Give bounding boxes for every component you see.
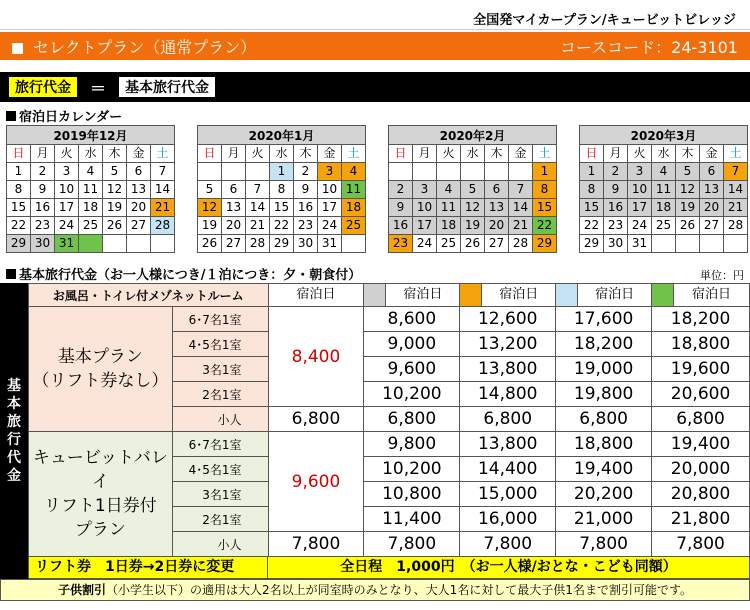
stay-date-header: 宿泊日 [268,284,364,307]
calendar-day: 12 [461,199,485,217]
price-cell: 21,000 [556,507,652,532]
price-cell: 19,000 [556,357,652,382]
price-table [28,283,750,557]
calendar-month [197,125,366,253]
base-price: 8,400 [268,307,364,407]
calendar-day: 20 [127,199,151,217]
calendar-day: 17 [55,199,79,217]
calendar-day: 12 [103,181,127,199]
calendar-day: 19 [103,199,127,217]
square-icon [6,111,16,121]
weekday-label: 木 [103,145,127,163]
calendar-day: 14 [246,199,270,217]
calendar-day: 9 [294,181,318,199]
calendar-day: 17 [318,199,342,217]
calendar-day: 11 [437,199,461,217]
sidebar-text: 基 本 旅 行 代 金 [7,378,21,484]
calendar-month [388,125,557,253]
calendar-month-title: 2019年12月 [7,126,175,145]
color-swatch [652,284,674,306]
weekday-label: 日 [580,145,604,163]
price-cell: 13,800 [460,432,556,457]
calendar-day: 2 [604,163,628,181]
calendar-day: 26 [461,235,485,253]
stay-date-header: 宿泊日 [364,284,460,307]
price-cell: 7,800 [364,532,460,557]
calendar-day: 27 [700,217,724,235]
calendar-day: 30 [294,235,318,253]
calendar-day: 9 [604,181,628,199]
calendar-month-title: 2020年1月 [198,126,366,145]
weekday-label: 木 [676,145,700,163]
calendar-month [579,125,748,253]
calendar-day: 8 [270,181,294,199]
calendar-day: 15 [7,199,31,217]
price-cell: 20,600 [652,382,750,407]
weekday-label: 日 [198,145,222,163]
calendar-day: 26 [103,217,127,235]
calendar-day: 25 [437,235,461,253]
calendar-day: 5 [676,163,700,181]
calendar-day: 22 [580,217,604,235]
calendar-day [509,163,533,181]
calendar-day [652,235,676,253]
price-section-title: 基本旅行代金（お一人様につき/１泊につき：夕・朝食付） [6,264,361,283]
price-cell: 16,000 [460,507,556,532]
calendar-day: 24 [413,235,437,253]
calendar-day: 16 [389,217,413,235]
weekday-label: 月 [31,145,55,163]
price-cell: 19,400 [556,457,652,482]
calendar-day [413,163,437,181]
weekday-label: 土 [724,145,748,163]
calendar-day: 27 [127,217,151,235]
price-cell: 13,200 [460,332,556,357]
calendar-day [485,163,509,181]
calendar-day: 24 [628,217,652,235]
calendar-day: 28 [151,217,175,235]
stay-date-header: 宿泊日 [652,284,750,307]
calendar-day: 29 [580,235,604,253]
calendar-day: 16 [31,199,55,217]
calendar-day [461,163,485,181]
lift-upgrade-label: リフト券 1日券→2日券に変更 [28,556,268,579]
calendar-month-title: 2020年2月 [389,126,557,145]
price-cell: 14,800 [460,382,556,407]
price-sidebar [0,283,28,579]
square-icon [12,43,23,54]
calendar-day [222,163,246,181]
calendar-day: 30 [31,235,55,253]
room-type-label: 小人 [172,407,268,432]
room-type-label: 6･7名1室 [172,307,268,332]
price-cell: 19,400 [652,432,750,457]
calendar-day: 7 [246,181,270,199]
price-cell: 6,800 [556,407,652,432]
plan-name: キュービットバレイ リフト1日券付 プラン [29,432,173,557]
weekday-label: 金 [127,145,151,163]
calendar-day: 11 [79,181,103,199]
lift-upgrade-row [28,556,750,579]
calendar-day [676,235,700,253]
lift-upgrade-price: 全日程 1,000円 （お一人様/おとな・こども同額） [268,556,750,579]
calendar-day: 7 [151,163,175,181]
color-swatch [364,284,386,306]
calendar-day: 18 [79,199,103,217]
price-cell: 6,800 [652,407,750,432]
calendar-day: 4 [437,181,461,199]
calendar-day: 6 [700,163,724,181]
price-cell: 10,200 [364,382,460,407]
weekday-label: 水 [652,145,676,163]
formula-bar [0,72,750,102]
price-cell: 18,200 [652,307,750,332]
calendar-day: 10 [55,181,79,199]
calendar-day: 6 [222,181,246,199]
calendar-day [79,235,103,253]
calendar-day: 2 [389,181,413,199]
price-cell: 18,200 [556,332,652,357]
price-cell: 17,600 [556,307,652,332]
calendar-day: 18 [342,199,366,217]
calendar-day: 29 [533,235,557,253]
room-header: お風呂・トイレ付メゾネットルーム [29,284,269,307]
calendar-day: 19 [198,217,222,235]
stay-date-header: 宿泊日 [556,284,652,307]
child-base-price: 7,800 [268,532,364,557]
calendar-day: 10 [628,181,652,199]
calendar-day: 27 [222,235,246,253]
price-cell: 11,400 [364,507,460,532]
calendar-day [103,235,127,253]
child-base-price: 6,800 [268,407,364,432]
calendar-day: 4 [342,163,366,181]
stay-date-header: 宿泊日 [460,284,556,307]
price-cell: 15,000 [460,482,556,507]
weekday-label: 火 [246,145,270,163]
calendar-day: 19 [461,217,485,235]
price-cell: 7,800 [556,532,652,557]
price-cell: 18,800 [652,332,750,357]
calendar-day: 21 [724,199,748,217]
weekday-label: 木 [294,145,318,163]
calendar-day: 4 [652,163,676,181]
calendar-day: 6 [127,163,151,181]
calendar-day: 1 [7,163,31,181]
plan-title: セレクトプラン（通常プラン） [12,35,256,58]
calendar-day: 21 [151,199,175,217]
calendar-day: 28 [724,217,748,235]
calendar-day: 2 [294,163,318,181]
calendar-day: 18 [437,217,461,235]
calendar-day: 15 [533,199,557,217]
calendar-day: 30 [604,235,628,253]
calendar-month-title: 2020年3月 [580,126,748,145]
child-discount-body: （小学生以下）の適用は大人2名以上が同室時のみとなり、大人1名に対して最大子供1名まで割引可能です。 [106,583,692,597]
calendar-day: 23 [389,235,413,253]
calendar-day: 6 [485,181,509,199]
brand-header: 全国発マイカープラン/キュービットビレッジ [0,0,750,30]
room-type-label: 小人 [172,532,268,557]
calendar-day: 31 [628,235,652,253]
calendar-day: 7 [509,181,533,199]
room-type-label: 4･5名1室 [172,457,268,482]
calendar-day: 13 [222,199,246,217]
weekday-label: 日 [389,145,413,163]
calendar-day: 14 [151,181,175,199]
calendar-day: 25 [342,217,366,235]
calendar-day: 24 [318,217,342,235]
price-cell: 7,800 [460,532,556,557]
calendar-day: 5 [103,163,127,181]
calendar-day: 8 [7,181,31,199]
calendar-day: 23 [604,217,628,235]
weekday-label: 水 [79,145,103,163]
price-cell: 19,800 [556,382,652,407]
price-cell: 20,000 [652,457,750,482]
price-cell: 9,800 [364,432,460,457]
calendar-day: 3 [628,163,652,181]
calendar-day: 22 [7,217,31,235]
calendar-day: 1 [533,163,557,181]
weekday-label: 金 [318,145,342,163]
calendar-day [724,235,748,253]
calendar-day [342,235,366,253]
calendar-day: 20 [700,199,724,217]
calendar-day [700,235,724,253]
calendar-day: 9 [389,199,413,217]
calendar-day [437,163,461,181]
calendar-section-title: 宿泊日カレンダー [6,106,122,125]
calendar-day: 23 [31,217,55,235]
calendar-day: 22 [533,217,557,235]
price-cell: 12,600 [460,307,556,332]
calendar-day: 19 [676,199,700,217]
price-cell: 9,000 [364,332,460,357]
weekday-label: 水 [270,145,294,163]
calendar-day: 17 [413,217,437,235]
weekday-label: 月 [222,145,246,163]
calendar-day: 5 [461,181,485,199]
weekday-label: 木 [485,145,509,163]
calendar-day: 12 [198,199,222,217]
calendar-day: 16 [294,199,318,217]
calendar-day: 13 [700,181,724,199]
calendar-day: 25 [79,217,103,235]
calendar-day: 15 [270,199,294,217]
calendar-day: 23 [294,217,318,235]
course-code: コースコード：24-3101 [559,37,738,57]
price-cell: 13,800 [460,357,556,382]
weekday-label: 火 [55,145,79,163]
calendar-day: 3 [55,163,79,181]
plan-name: 基本プラン （リフト券なし） [29,307,173,432]
calendar-day: 10 [413,199,437,217]
price-cell: 10,200 [364,457,460,482]
price-cell: 10,800 [364,482,460,507]
calendar-day: 7 [724,163,748,181]
calendar-day: 8 [580,181,604,199]
base-price-chip: 基本旅行代金 [118,76,216,98]
price-cell: 8,600 [364,307,460,332]
price-cell: 18,800 [556,432,652,457]
calendar-month [6,125,175,253]
calendar-day: 3 [413,181,437,199]
calendar-day [389,163,413,181]
calendar-day [151,235,175,253]
calendar-day: 15 [580,199,604,217]
price-cell: 6,800 [460,407,556,432]
price-cell: 20,200 [556,482,652,507]
weekday-label: 火 [437,145,461,163]
calendar-day [198,163,222,181]
calendar-day: 16 [604,199,628,217]
weekday-label: 火 [628,145,652,163]
calendar-day: 13 [127,181,151,199]
weekday-label: 土 [533,145,557,163]
color-swatch [460,284,482,306]
price-cell: 9,600 [364,357,460,382]
price-cell: 14,400 [460,457,556,482]
child-discount-head: 子供割引 [58,583,107,597]
calendar-day: 2 [31,163,55,181]
room-type-label: 2名1室 [172,507,268,532]
calendar-day: 12 [676,181,700,199]
calendar-day: 14 [724,181,748,199]
equals-sign: ＝ [90,78,107,98]
calendar-day: 8 [533,181,557,199]
calendar-day: 22 [270,217,294,235]
calendar-day: 29 [270,235,294,253]
weekday-label: 月 [604,145,628,163]
calendar-day [127,235,151,253]
calendar-day: 17 [628,199,652,217]
travel-price-chip: 旅行代金 [8,76,78,98]
room-type-label: 6･7名1室 [172,432,268,457]
calendar-day: 21 [509,217,533,235]
calendar-day: 5 [198,181,222,199]
price-cell: 6,800 [364,407,460,432]
calendar-day: 31 [55,235,79,253]
calendar-day: 3 [318,163,342,181]
price-cell: 21,800 [652,507,750,532]
calendar-day: 26 [676,217,700,235]
weekday-label: 金 [700,145,724,163]
weekday-label: 月 [413,145,437,163]
calendar-day: 20 [222,217,246,235]
calendar-day: 9 [31,181,55,199]
calendar-day: 13 [485,199,509,217]
calendar-day: 1 [580,163,604,181]
room-type-label: 4･5名1室 [172,332,268,357]
calendar-day: 29 [7,235,31,253]
calendar-day: 21 [246,217,270,235]
room-type-label: 3名1室 [172,482,268,507]
calendar-day: 18 [652,199,676,217]
price-cell: 7,800 [652,532,750,557]
calendar-day: 4 [79,163,103,181]
square-icon [6,269,16,279]
calendar-day: 20 [485,217,509,235]
calendar-day: 24 [55,217,79,235]
color-swatch [556,284,578,306]
weekday-label: 日 [7,145,31,163]
calendar-day: 26 [198,235,222,253]
calendar-day: 11 [652,181,676,199]
weekday-label: 土 [151,145,175,163]
calendar-day: 25 [652,217,676,235]
calendar-day: 11 [342,181,366,199]
calendar-day: 28 [509,235,533,253]
weekday-label: 水 [461,145,485,163]
weekday-label: 金 [509,145,533,163]
calendar-day: 28 [246,235,270,253]
price-cell: 19,600 [652,357,750,382]
weekday-label: 土 [342,145,366,163]
base-price: 9,600 [268,432,364,532]
price-cell: 20,800 [652,482,750,507]
unit-label: 単位：円 [700,269,744,282]
calendar-day: 1 [270,163,294,181]
calendar-day: 10 [318,181,342,199]
child-discount-note [0,579,750,601]
room-type-label: 3名1室 [172,357,268,382]
calendar-day: 27 [485,235,509,253]
plan-title-bar [0,32,750,60]
calendar-day [246,163,270,181]
room-type-label: 2名1室 [172,382,268,407]
calendar-day: 14 [509,199,533,217]
calendar-day: 31 [318,235,342,253]
